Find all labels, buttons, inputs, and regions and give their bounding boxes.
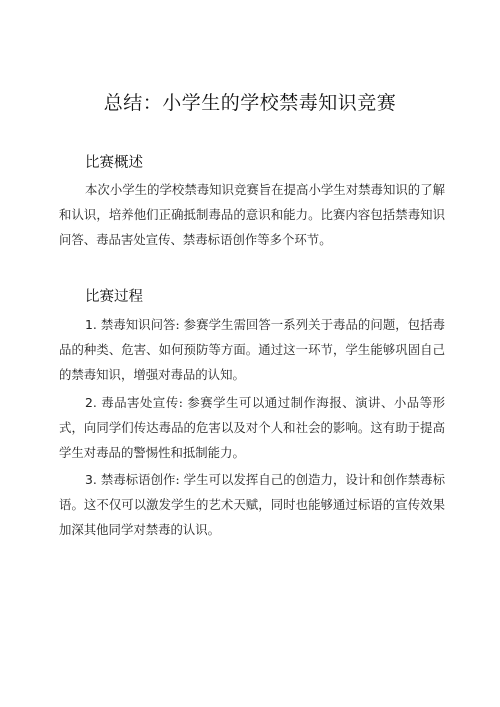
process-item-2-text: . 毒品害处宣传: 参赛学生可以通过制作海报、演讲、小品等形式，向同学们传达毒品的危害以及对个人和社会的影响。这有助于提高学生对毒品的警惕性和抵制能力。 [59, 395, 445, 460]
process-item-2-number: 2 [85, 395, 93, 410]
section-heading-overview: 比赛概述 [85, 155, 143, 171]
process-item-1 [59, 312, 445, 387]
process-item-1-number: 1 [85, 317, 93, 332]
process-item-3-text: . 禁毒标语创作: 学生可以发挥自己的创造力，设计和创作禁毒标语。这不仅可以激发学生的艺术天赋，同时也能够通过标语的宣传效果加深其他同学对禁毒的认识。 [59, 472, 445, 537]
process-item-1-text: . 禁毒知识问答: 参赛学生需回答一系列关于毒品的问题，包括毒品的种类、危害、如何预防等方面。通过这一环节，学生能够巩固自己的禁毒知识，增强对毒品的认知。 [59, 317, 445, 382]
overview-paragraph: 本次小学生的学校禁毒知识竞赛旨在提高小学生对禁毒知识的了解和认识，培养他们正确抵制毒品的意识和能力。比赛内容包括禁毒知识问答、毒品害处宣传、禁毒标语创作等多个环节。 [59, 182, 445, 247]
process-item-3-number: 3 [85, 472, 93, 487]
process-item-3 [59, 467, 445, 542]
section-heading-process: 比赛过程 [85, 289, 143, 305]
page-title: 总结：小学生的学校禁毒知识竞赛 [103, 92, 397, 114]
process-item-2 [59, 390, 445, 465]
